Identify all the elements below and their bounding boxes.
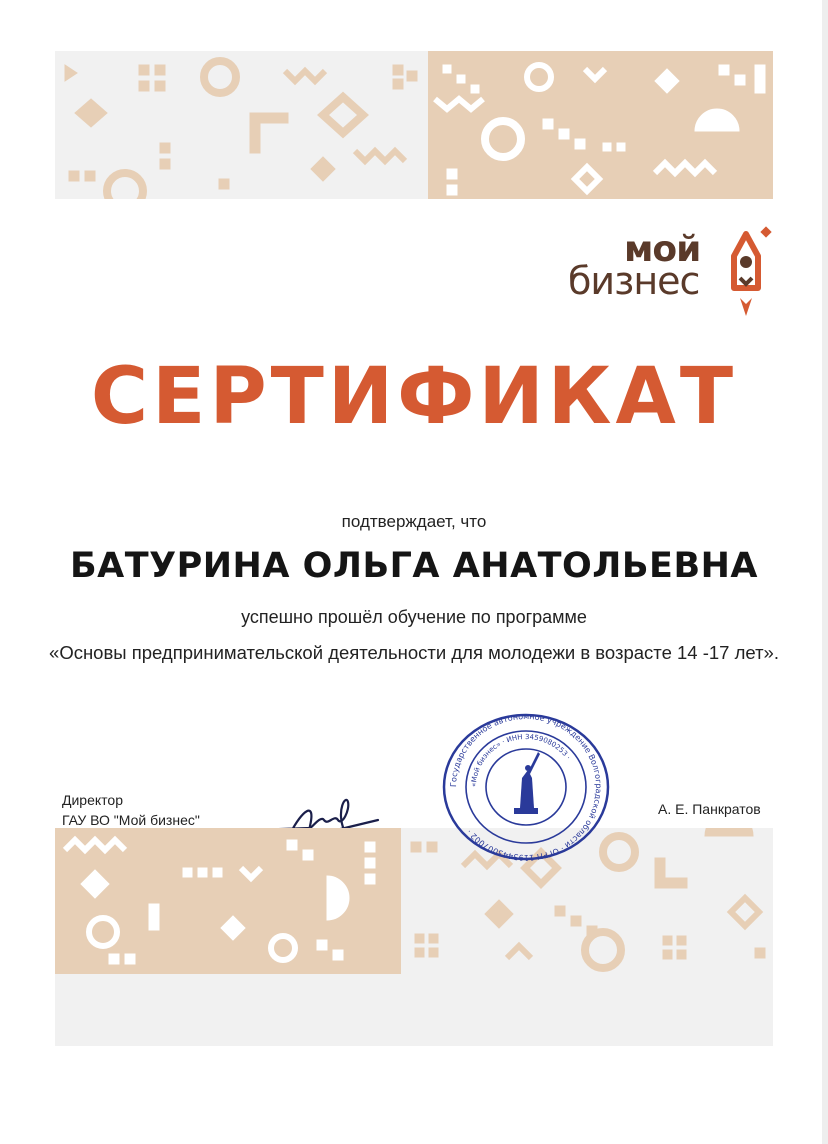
stamp-outer-text: Государственное автономное учреждение Волгоградской области · ОГРН 1193443007002 · <box>448 712 604 862</box>
monument-emblem-icon <box>514 752 540 814</box>
logo-text-line2: бизнес <box>568 259 700 303</box>
stamp-inner-text: «Мой бизнес» · ИНН 3459080253 · <box>469 732 573 788</box>
bottom-pattern-band <box>55 828 773 1046</box>
recipient-name: БАТУРИНА ОЛЬГА АНАТОЛЬЕВНА <box>69 546 758 586</box>
signatory-block <box>62 790 200 830</box>
moy-biznes-logo <box>566 226 776 322</box>
top-pattern <box>55 51 773 199</box>
rocket-icon <box>726 226 774 320</box>
certificate-title: СЕРТИФИКАТ <box>90 352 738 442</box>
confirms-text: подтверждает, что <box>341 512 487 531</box>
signatory-organization: ГАУ ВО "Мой бизнес" <box>62 812 200 828</box>
program-name: «Основы предпринимательской деятельности для молодежи в возрасте 14 -17 лет». <box>49 642 779 663</box>
logo-text-line1: мой <box>624 229 701 270</box>
top-pattern-band <box>55 51 773 199</box>
signatory-name: А. Е. Панкратов <box>658 801 761 817</box>
page-edge <box>822 0 828 1144</box>
bottom-pattern <box>55 828 773 1046</box>
signatory-position: Директор <box>62 792 123 808</box>
official-stamp <box>440 712 612 862</box>
completion-text: успешно прошёл обучение по программе <box>241 607 587 627</box>
svg-text:«Мой бизнес» · ИНН 3459080253 <box>470 733 572 787</box>
